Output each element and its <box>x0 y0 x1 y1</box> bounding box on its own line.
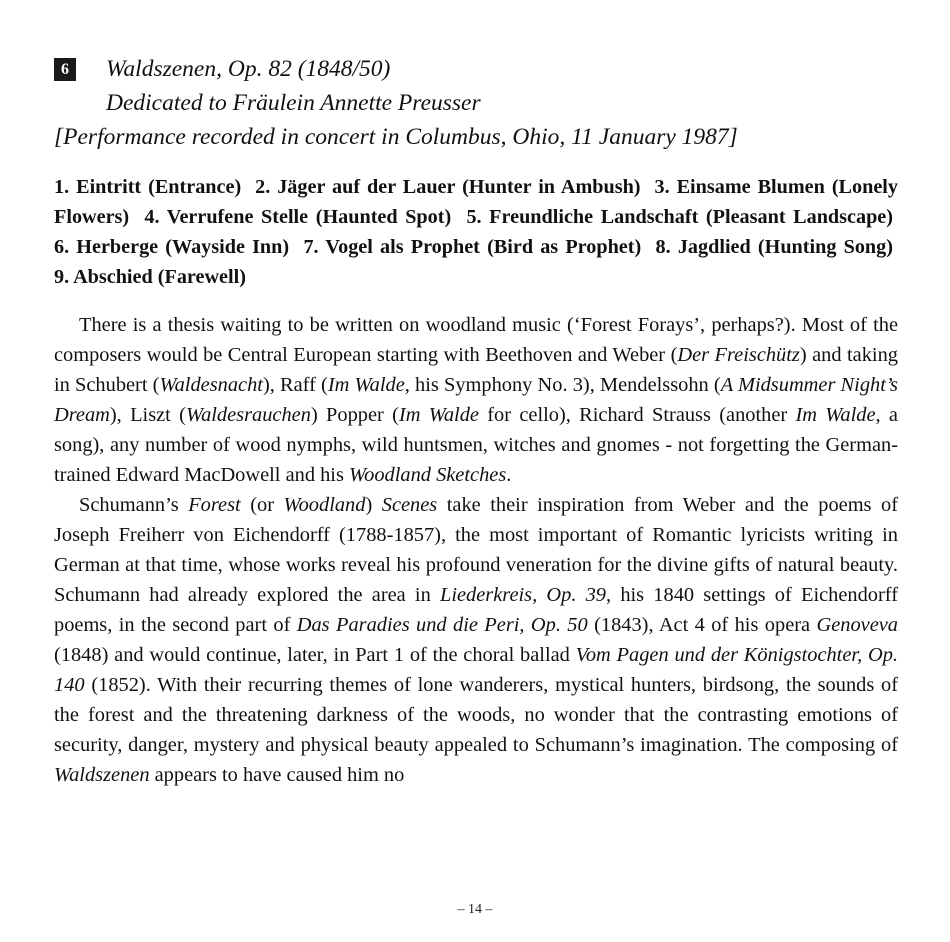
track-heading <box>54 52 898 154</box>
italic-title-run: Liederkreis, Op. 39 <box>439 584 607 606</box>
text-run: , a song), any number of wood nymphs, wild huntsmen, witches and gnomes - not forgetting the German-trained Edward MacDowell and his <box>54 404 898 486</box>
performance-note: [Performance recorded in concert in Columbus, Ohio, 11 January 1987] <box>54 124 738 150</box>
italic-title-run: Der Freischütz <box>677 344 800 366</box>
text-run: There is a thesis waiting to be written on woodland music (‘Forest Forays’, perhaps?). Most of the composers would be Central European starting with Beethoven and Weber ( <box>54 314 898 366</box>
text-run: Schumann’s <box>79 494 189 516</box>
movement-list <box>54 172 898 292</box>
italic-title-run: Das Paradies und die Peri, Op. 50 <box>296 614 588 636</box>
movement-7: 7. Vogel als Prophet (Bird as Prophet) <box>303 236 642 258</box>
text-run: ), Raff ( <box>262 374 328 396</box>
text-run: ) Popper ( <box>310 404 399 426</box>
text-run: , his 1840 settings of Eichendorff poems, in the second part of <box>54 584 898 636</box>
text-run: (1843), Act 4 of his opera <box>587 614 817 636</box>
italic-title-run: Woodland <box>283 494 366 516</box>
movement-4: 4. Verrufene Stelle (Haunted Spot) <box>144 206 452 228</box>
paragraph-1 <box>54 310 898 490</box>
text-run: appears to have caused him no <box>149 764 405 786</box>
italic-title-run: Waldesnacht <box>159 374 263 396</box>
movement-3: 3. Einsame Blumen (Lonely Flowers) <box>54 176 899 228</box>
movement-1: 1. Eintritt (Entrance) <box>54 176 242 198</box>
essay-text <box>54 310 898 790</box>
page-number: – 14 – <box>457 902 493 917</box>
italic-title-run: Vom Pagen und der Königstochter, Op. 140 <box>54 644 898 696</box>
dedication-line: Dedicated to Fräulein Annette Preusser <box>106 90 481 116</box>
italic-title-run: Woodland Sketches <box>349 464 507 486</box>
movement-8: 8. Jagdlied (Hunting Song) <box>655 236 893 258</box>
booklet-page <box>54 52 898 790</box>
text-run: ) and taking in Schubert ( <box>54 344 898 396</box>
track-number-badge: 6 <box>54 58 76 81</box>
italic-title-run: Im Walde <box>398 404 479 426</box>
text-run: (or <box>240 494 284 516</box>
paragraph-2 <box>54 490 898 790</box>
text-run: (1848) and would continue, later, in Part 1 of the choral ballad <box>54 644 576 666</box>
italic-title-run: A Midsummer Night’s Dream <box>54 374 898 426</box>
italic-title-run: Forest <box>188 494 241 516</box>
text-run: ), Liszt ( <box>109 404 186 426</box>
text-run: ) <box>365 494 382 516</box>
text-run: . <box>506 464 512 486</box>
movement-6: 6. Herberge (Wayside Inn) <box>54 236 290 258</box>
text-run: for cello), Richard Strauss (another <box>478 404 796 426</box>
italic-title-run: Im Walde <box>795 404 876 426</box>
italic-title-run: Im Walde <box>327 374 405 396</box>
italic-title-run: Genoveva <box>816 614 898 636</box>
italic-title-run: Waldszenen <box>54 764 150 786</box>
movement-2: 2. Jäger auf der Lauer (Hunter in Ambush) <box>255 176 641 198</box>
text-run: , his Symphony No. 3), Mendelssohn ( <box>404 374 721 396</box>
movement-9: 9. Abschied (Farewell) <box>54 266 246 288</box>
italic-title-run: Scenes <box>381 494 438 516</box>
text-run: take their inspiration from Weber and the poems of Joseph Freiherr von Eichendorff (1788-1857), the most important of Romantic lyricists writing in German at that time, whose works reveal his profound veneration for the divine gifts of natural beauty. Schumann had already explored the area in <box>54 494 898 606</box>
work-title: Waldszenen, Op. 82 (1848/50) <box>106 56 391 82</box>
text-run: (1852). With their recurring themes of lone wanderers, mystical hunters, birdsong, the sounds of the forest and the threatening darkness of the woods, no wonder that the contrasting emotions of security, danger, mystery and physical beauty appealed to Schumann’s imagination. The composing of <box>54 674 898 756</box>
italic-title-run: Waldesrauchen <box>185 404 311 426</box>
movement-5: 5. Freundliche Landschaft (Pleasant Landscape) <box>466 206 893 228</box>
